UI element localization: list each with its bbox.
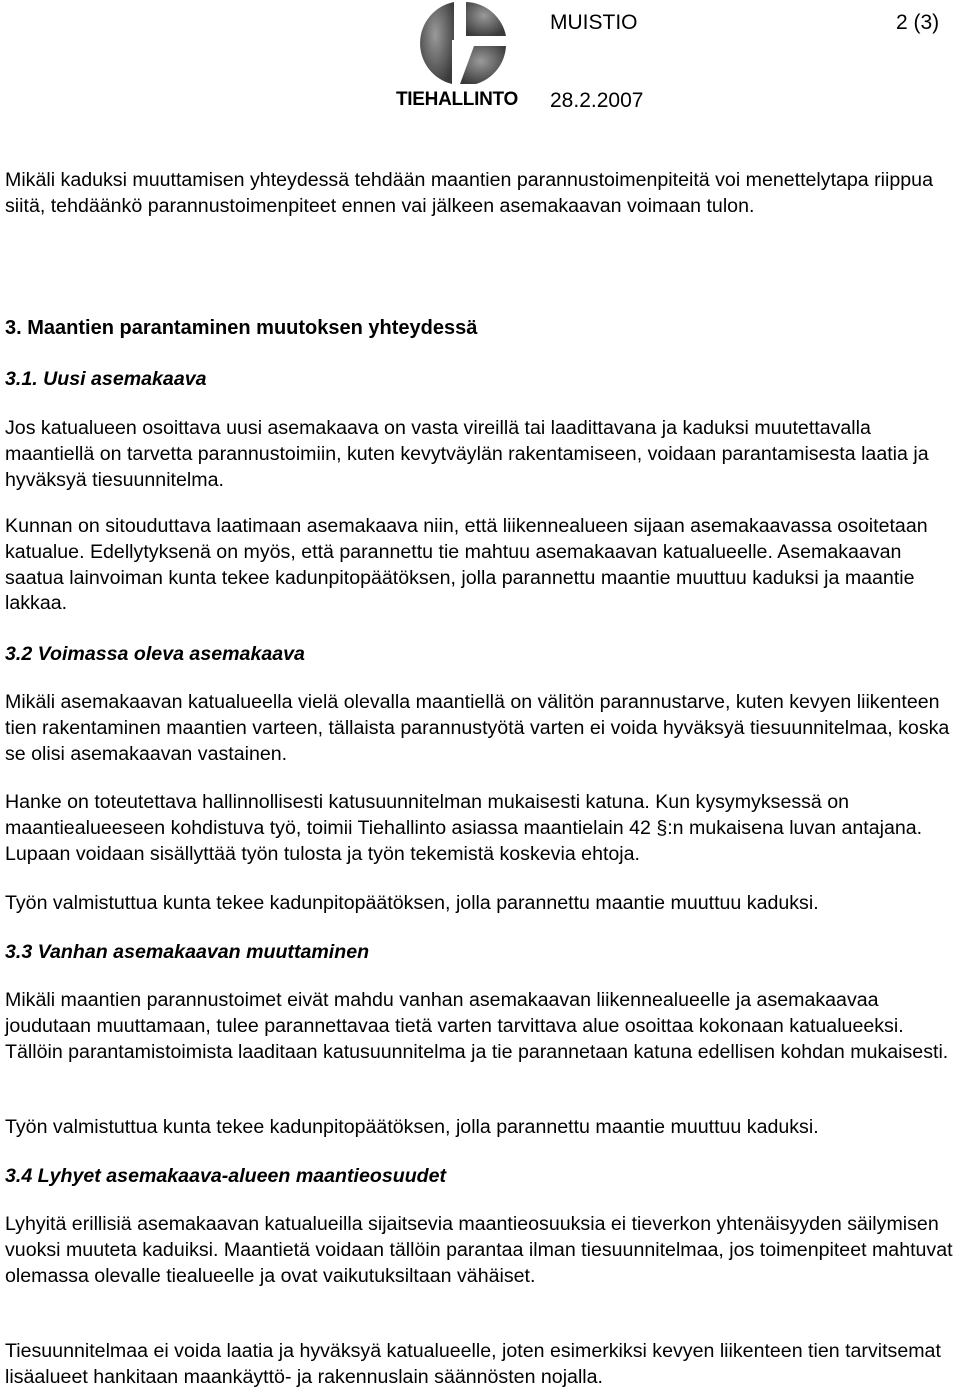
section-3-1-paragraph-1: Jos katualueen osoittava uusi asemakaava on vasta vireillä tai laadittavana ja kaduksi muutettavalla maantiellä on tarvetta parannustoimiin, kuten kevytväylän rakentamiseen, voidaan parantamisesta laatia ja hyväksyä tiesuunnitelma. — [5, 417, 929, 491]
section-3-1-paragraph-2: Kunnan on sitouduttava laatimaan asemakaava niin, että liikennealueen sijaan asemakaavassa osoitetaan katualue. Edellytyksenä on myös, että parannettu tie mahtuu asemakaavan katualueelle. Asemakaavan saatua lainvoiman kunta tekee kadunpitopäätöksen, jolla parannettu maantie muuttuu kaduksi ja maantie lakkaa. — [5, 515, 928, 615]
section-3-4-heading: 3.4 Lyhyet asemakaava-alueen maantieosuudet — [5, 1165, 447, 1187]
page-number: 2 (3) — [896, 11, 940, 34]
section-3-3-paragraph-2: Työn valmistuttua kunta tekee kadunpitopäätöksen, jolla parannettu maantie muuttuu kaduksi. — [5, 1116, 819, 1138]
section-3-1-heading: 3.1. Uusi asemakaava — [5, 368, 207, 390]
document-type: MUISTIO — [550, 11, 638, 34]
section-3-3-paragraph-1: Mikäli maantien parannustoimet eivät mahdu vanhan asemakaavan liikennealueelle ja asemakaavaa joudutaan muuttamaan, tulee parannettavaa tietä varten tarvittava alue osoittaa kokonaan katualueeksi. Tällöin parantamistoimista laaditaan katusuunnitelma ja tie parannetaan katuna edellisen kohdan mukaisesti. — [5, 989, 949, 1063]
section-3-4-paragraph-1: Lyhyitä erillisiä asemakaavan katualueilla sijaitsevia maantieosuuksia ei tieverkon yhtenäisyyden säilymisen vuoksi muuteta kaduiksi. Maantietä voidaan tällöin parantaa ilman tiesuunnitelmaa, jos toimenpiteet mahtuvat olemassa olevalle tiealueelle ja ovat vaikutuksiltaan vähäiset. — [5, 1213, 953, 1287]
section-3-4-paragraph-2: Tiesuunnitelmaa ei voida laatia ja hyväksyä katualueelle, joten esimerkiksi kevyen liikenteen tien tarvitsemat lisäalueet hankitaan maankäyttö- ja rakennuslain säännösten nojalla. — [5, 1340, 941, 1388]
section-3-heading: 3. Maantien parantaminen muutoksen yhteydessä — [5, 317, 478, 339]
section-3-2-paragraph-3: Työn valmistuttua kunta tekee kadunpitopäätöksen, jolla parannettu maantie muuttuu kaduksi. — [5, 892, 819, 914]
logo-emblem-icon — [414, 0, 510, 86]
section-3-2-heading: 3.2 Voimassa oleva asemakaava — [5, 643, 305, 665]
logo-text: TIEHALLINTO — [396, 89, 518, 110]
document-date: 28.2.2007 — [550, 89, 644, 112]
tiehallinto-logo — [396, 0, 520, 112]
section-3-3-heading: 3.3 Vanhan asemakaavan muuttaminen — [5, 941, 370, 963]
intro-paragraph: Mikäli kaduksi muuttamisen yhteydessä tehdään maantien parannustoimenpiteitä voi menettelytapa riippua siitä, tehdäänkö parannustoimenpiteet ennen vai jälkeen asemakaavan voimaan tulon. — [5, 169, 933, 217]
section-3-2-paragraph-1: Mikäli asemakaavan katualueella vielä olevalla maantiellä on välitön parannustarve, kuten kevyen liikenteen tien rakentaminen maantien varteen, tällaista parannustyötä varten ei voida hyväksyä tiesuunnitelmaa, koska se olisi asemakaavan vastainen. — [5, 691, 950, 765]
section-3-2-paragraph-2: Hanke on toteutettava hallinnollisesti katusuunnitelman mukaisesti katuna. Kun kysymyksessä on maantiealueeseen kohdistuva työ, toimii Tiehallinto asiassa maantielain 42 §:n mukaisena luvan antajana. Lupaan voidaan sisällyttää työn tulosta ja työn tekemistä koskevia ehtoja. — [5, 791, 923, 865]
